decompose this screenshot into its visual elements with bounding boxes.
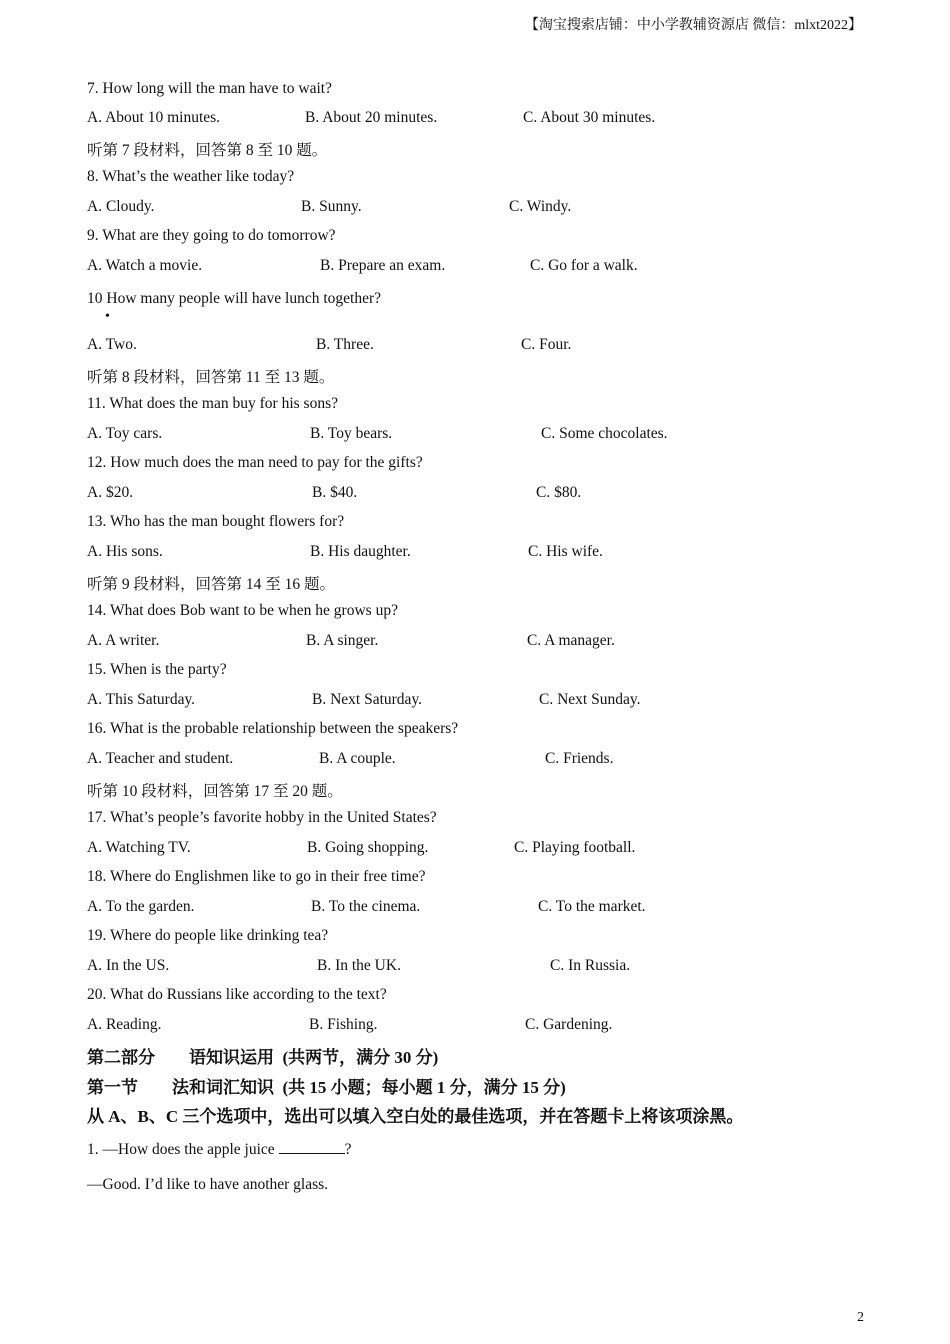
option-c: C. $80. bbox=[536, 484, 582, 501]
section-directions: 从 A、B、C 三个选项中，选出可以填入空白处的最佳选项，并在答题卡上将该项涂黑。 bbox=[87, 1107, 744, 1126]
option-b: B. A singer. bbox=[306, 632, 379, 649]
question-11: 11. What does the man buy for his sons? bbox=[87, 395, 338, 412]
option-c: C. A manager. bbox=[527, 632, 615, 649]
option-a: A. In the US. bbox=[87, 957, 170, 974]
option-c: C. In Russia. bbox=[550, 957, 631, 974]
question-15: 15. When is the party? bbox=[87, 661, 227, 678]
section-instruction: 听第 7 段材料，回答第 8 至 10 题。 bbox=[87, 142, 328, 159]
option-b: B. Going shopping. bbox=[307, 839, 429, 856]
question-7: 7. How long will the man have to wait? bbox=[87, 80, 332, 97]
question-mark: ? bbox=[344, 1141, 352, 1158]
header-note: 【淘宝搜索店铺：中小学教辅资源店 微信：mlxt2022】 bbox=[524, 18, 862, 33]
question-13: 13. Who has the man bought flowers for? bbox=[87, 513, 345, 530]
option-b: B. About 20 minutes. bbox=[305, 109, 438, 126]
option-a: A. $20. bbox=[87, 484, 134, 501]
option-b: B. Next Saturday. bbox=[312, 691, 423, 708]
question-20: 20. What do Russians like according to the text? bbox=[87, 986, 387, 1003]
question-9: 9. What are they going to do tomorrow? bbox=[87, 227, 336, 244]
option-b: B. Prepare an exam. bbox=[320, 257, 446, 274]
option-c: C. About 30 minutes. bbox=[523, 109, 656, 126]
option-b: B. Toy bears. bbox=[310, 425, 393, 442]
option-a: A. Watch a movie. bbox=[87, 257, 203, 274]
option-a: A. Toy cars. bbox=[87, 425, 163, 442]
page-number: 2 bbox=[857, 1310, 864, 1325]
option-b: B. Three. bbox=[316, 336, 374, 353]
option-a: A. To the garden. bbox=[87, 898, 195, 915]
option-b: B. $40. bbox=[312, 484, 358, 501]
section-instruction: 听第 9 段材料，回答第 14 至 16 题。 bbox=[87, 576, 336, 593]
option-a: A. A writer. bbox=[87, 632, 160, 649]
option-b: B. Fishing. bbox=[309, 1016, 378, 1033]
option-c: C. His wife. bbox=[528, 543, 603, 560]
option-c: C. Some chocolates. bbox=[541, 425, 668, 442]
answer-blank bbox=[279, 1139, 345, 1154]
option-c: C. Go for a walk. bbox=[530, 257, 638, 274]
option-b: B. A couple. bbox=[319, 750, 396, 767]
option-a: A. His sons. bbox=[87, 543, 163, 560]
option-b: B. His daughter. bbox=[310, 543, 411, 560]
option-a: A. Two. bbox=[87, 336, 137, 353]
option-a: A. About 10 minutes. bbox=[87, 109, 221, 126]
option-c: C. Four. bbox=[521, 336, 572, 353]
option-b: B. In the UK. bbox=[317, 957, 401, 974]
question-8: 8. What’s the weather like today? bbox=[87, 168, 295, 185]
question-18: 18. Where do Englishmen like to go in their free time? bbox=[87, 868, 426, 885]
option-c: C. Playing football. bbox=[514, 839, 636, 856]
option-c: C. Friends. bbox=[545, 750, 614, 767]
stray-dot: • bbox=[105, 309, 110, 324]
grammar-reply: —Good. I’d like to have another glass. bbox=[87, 1176, 329, 1193]
option-b: B. Sunny. bbox=[301, 198, 362, 215]
question-16: 16. What is the probable relationship between the speakers? bbox=[87, 720, 459, 737]
option-c: C. Next Sunday. bbox=[539, 691, 641, 708]
section-instruction: 听第 10 段材料，回答第 17 至 20 题。 bbox=[87, 783, 343, 800]
part-title: 第二部分 语知识运用 (共两节，满分 30 分) bbox=[87, 1048, 439, 1067]
option-a: A. This Saturday. bbox=[87, 691, 196, 708]
question-10: 10 How many people will have lunch together? bbox=[87, 290, 381, 307]
option-c: C. Windy. bbox=[509, 198, 572, 215]
grammar-question-1 bbox=[87, 1139, 351, 1159]
option-b: B. To the cinema. bbox=[311, 898, 421, 915]
option-a: A. Cloudy. bbox=[87, 198, 155, 215]
option-a: A. Teacher and student. bbox=[87, 750, 234, 767]
option-a: A. Reading. bbox=[87, 1016, 162, 1033]
question-14: 14. What does Bob want to be when he grows up? bbox=[87, 602, 398, 619]
option-c: C. Gardening. bbox=[525, 1016, 613, 1033]
section-title: 第一节 法和词汇知识 (共 15 小题；每小题 1 分，满分 15 分) bbox=[87, 1078, 566, 1097]
question-12: 12. How much does the man need to pay for the gifts? bbox=[87, 454, 423, 471]
option-a: A. Watching TV. bbox=[87, 839, 191, 856]
question-17: 17. What’s people’s favorite hobby in the United States? bbox=[87, 809, 437, 826]
question-19: 19. Where do people like drinking tea? bbox=[87, 927, 329, 944]
question-text: 1. —How does the apple juice bbox=[87, 1141, 279, 1158]
section-instruction: 听第 8 段材料，回答第 11 至 13 题。 bbox=[87, 369, 335, 386]
option-c: C. To the market. bbox=[538, 898, 646, 915]
